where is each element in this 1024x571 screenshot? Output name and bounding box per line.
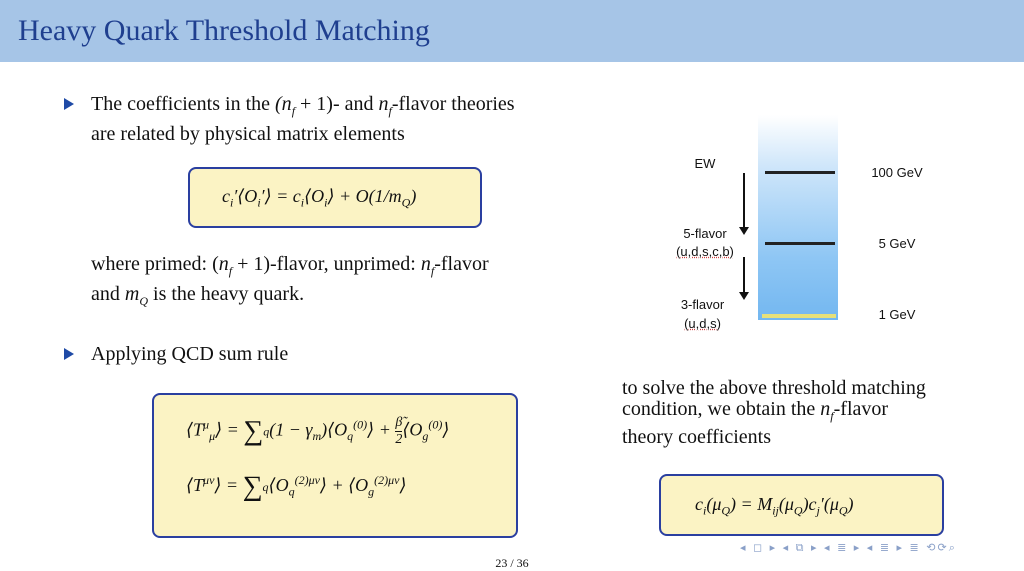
note-part-c: -flavor	[434, 253, 489, 275]
slide-header	[0, 0, 1024, 62]
note-line2-b: is the heavy quark.	[148, 283, 305, 305]
equation-box-result	[659, 474, 944, 536]
label-1gev: 1 GeV	[878, 307, 916, 322]
bullet-marker-icon	[64, 348, 74, 360]
threshold-line-5gev	[765, 242, 835, 245]
note-Q-sub: Q	[139, 294, 149, 308]
energy-column	[758, 115, 838, 320]
note-n: n	[218, 253, 229, 275]
note-line2-a: and	[91, 283, 125, 305]
beamer-navigation-bar[interactable]: ◂ ◻ ▸ ◂ ⧉ ▸ ◂ ≣ ▸ ◂ ≣ ▸ ≣ ⟲⟳⌕	[740, 541, 957, 554]
bullet-marker-icon	[64, 98, 74, 110]
equation-box-matching	[188, 167, 482, 228]
note-f2-sub: f	[430, 264, 435, 278]
bullet-1-text	[91, 93, 611, 146]
equation-box-sum-rule	[152, 393, 518, 538]
note-part-b: + 1)-flavor, unprimed:	[232, 253, 421, 275]
arrow-down-icon	[739, 292, 749, 300]
note-text	[91, 253, 591, 313]
note-part-a: where primed: (	[91, 253, 219, 275]
note-f-sub: f	[228, 264, 233, 278]
right-f-sub: f	[830, 409, 834, 423]
bullet-1-line2: are related by physical matrix elements	[91, 123, 405, 145]
label-3-flavor: 3-flavor	[680, 297, 725, 312]
bullet-1-f-sub: f	[291, 104, 296, 118]
note-m: m	[124, 283, 140, 305]
bullet-2-text: Applying QCD sum rule	[91, 343, 289, 365]
arrow-upper	[743, 173, 745, 229]
flavor-scale-diagram	[640, 115, 960, 345]
right-line2-b: -flavor	[833, 398, 889, 420]
bullet-1-n2: n	[378, 93, 389, 115]
note-n2: n	[420, 253, 431, 275]
bullet-1-lead: The coefficients in the	[91, 93, 276, 115]
slide-title: Heavy Quark Threshold Matching	[18, 14, 430, 47]
right-text	[622, 378, 1002, 448]
equation-trace: $⟨T^\mu_\mu⟩ = \sum q(1$ − $\gamma_m)⟨O_q^{(0)}⟩$ + $\frac{\betã}{2}$ $⟨O_g^{(0)}⟩$	[186, 415, 450, 447]
label-3-quarks: (u,d,s)	[684, 316, 721, 331]
bullet-1-nf-open: (n	[275, 93, 292, 115]
label-5gev: 5 GeV	[878, 236, 916, 251]
equation-matching: $c_i'⟨O_i'⟩$ = $c_i⟨O_i⟩ + O(1/m_Q)$	[222, 186, 417, 210]
equation-result: $c_i(\mu_Q) = M_{ij}(\mu_Q)c_j'(\mu_Q)$	[695, 494, 854, 518]
bullet-1-plus: + 1)- and	[295, 93, 379, 115]
right-line3: theory coefficients	[622, 426, 772, 448]
bullet-1-f2-sub: f	[388, 104, 392, 118]
threshold-line-100gev	[765, 171, 835, 174]
bullet-1-tail: -flavor theories	[391, 93, 515, 115]
label-ew: EW	[694, 156, 716, 171]
label-5-flavor: 5-flavor	[683, 226, 727, 241]
threshold-line-1gev	[762, 314, 836, 318]
right-n: n	[820, 398, 831, 420]
label-100gev: 100 GeV	[871, 165, 923, 180]
arrow-lower	[743, 257, 745, 295]
right-line1: to solve the above threshold matching	[622, 377, 926, 399]
label-5-quarks: (u,d,s,c,b)	[676, 244, 734, 259]
right-line2-a: condition, we obtain the	[622, 398, 821, 420]
equation-tensor: $⟨T^{\mu\nu}⟩$ = $\sum q⟨O_q^{(2)\mu\nu}⟩$ + $⟨O_g^{(2)\mu\nu}⟩$	[186, 471, 407, 502]
page-number: 23 / 36	[495, 556, 529, 570]
